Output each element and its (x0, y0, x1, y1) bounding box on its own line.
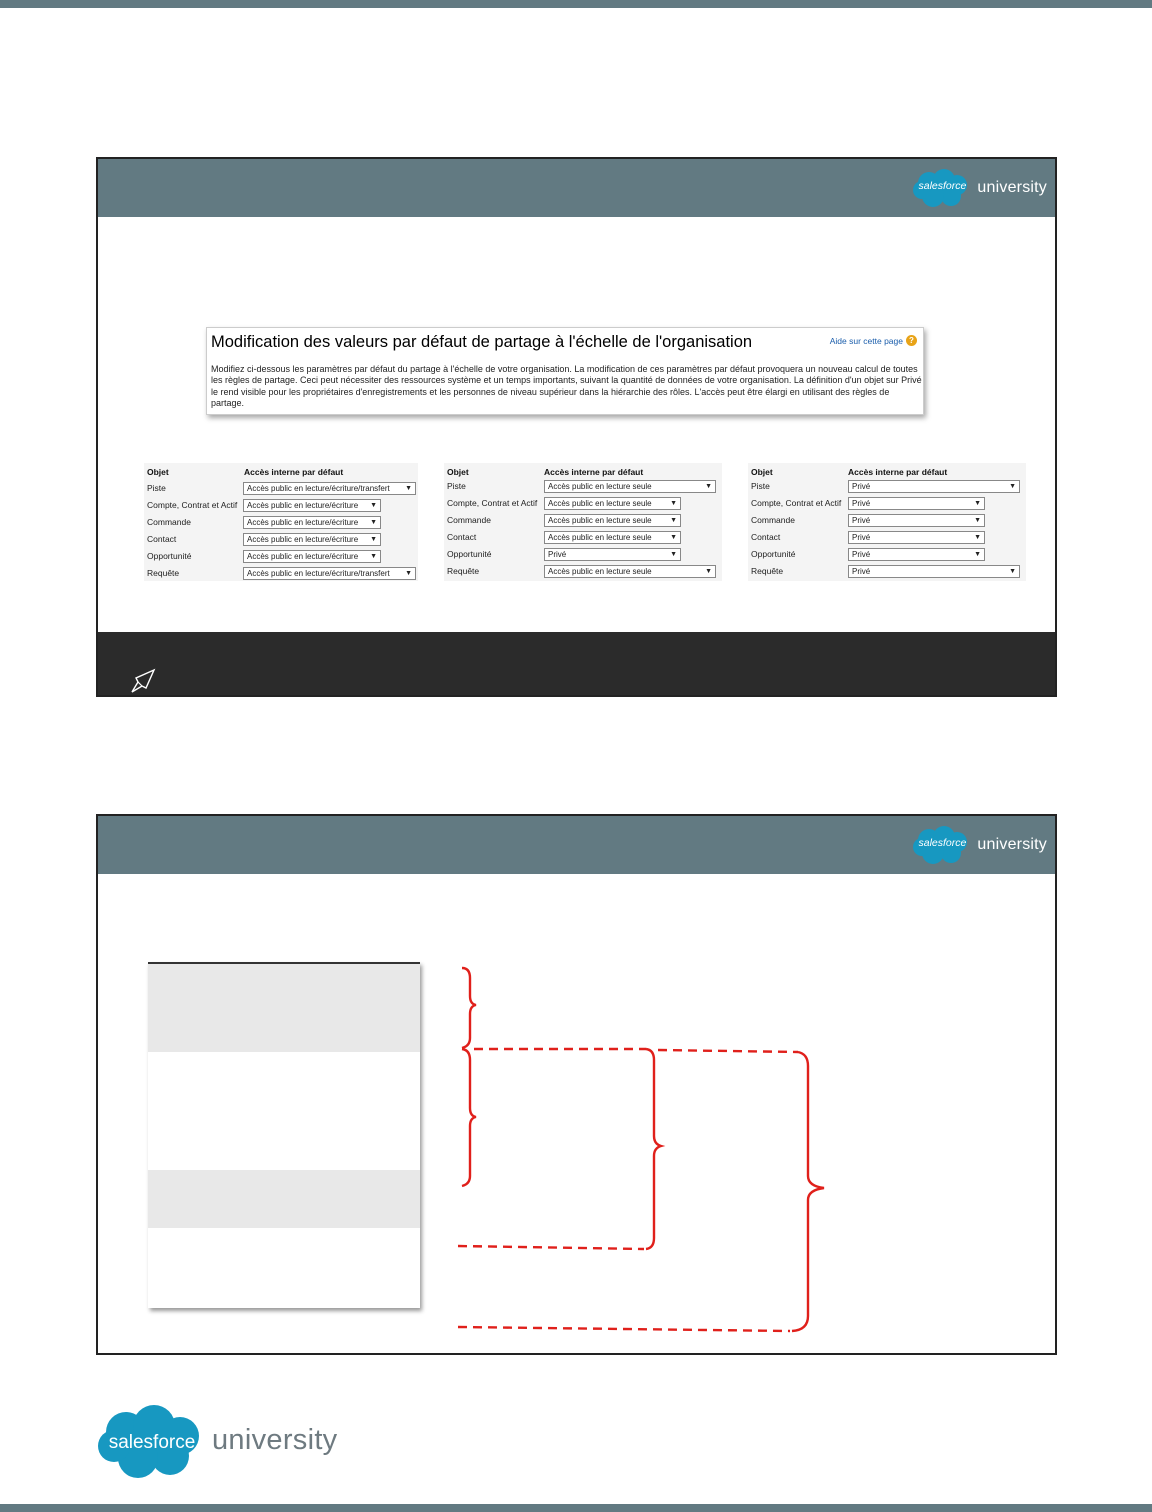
help-link[interactable] (830, 335, 917, 346)
row-label: Piste (147, 483, 166, 493)
row-label: Commande (447, 515, 491, 525)
dropdown-arrow-icon: ▼ (405, 485, 412, 492)
row-label: Piste (751, 481, 770, 491)
table-row (144, 566, 418, 582)
dropdown-arrow-icon: ▼ (705, 568, 712, 575)
cloud-text: salesforce (918, 837, 967, 849)
table-header (444, 465, 722, 479)
row-label: Requête (147, 568, 180, 578)
brace-1 (462, 968, 476, 1048)
table-row (144, 532, 418, 548)
access-select[interactable] (848, 565, 1020, 578)
select-value: Accès public en lecture/écriture (247, 518, 359, 527)
row-label: Compte, Contrat et Actif (751, 498, 842, 508)
access-select[interactable] (848, 548, 985, 561)
access-select[interactable] (243, 567, 416, 580)
row-label: Opportunité (147, 551, 192, 561)
row-label: Requête (447, 566, 480, 576)
row-label: Contact (147, 534, 177, 544)
access-select[interactable] (243, 516, 381, 529)
university-word: university (977, 836, 1047, 853)
red-brackets (98, 816, 1057, 1355)
header-object: Objet (147, 467, 169, 477)
access-select[interactable] (848, 514, 985, 527)
slide-footer (98, 632, 1055, 695)
access-select[interactable] (848, 531, 985, 544)
cloud-text: salesforce (108, 1432, 196, 1453)
table-row (748, 496, 1026, 512)
access-select[interactable] (848, 497, 985, 510)
select-value: Accès public en lecture seule (548, 533, 652, 542)
access-select[interactable] (544, 548, 681, 561)
dropdown-arrow-icon: ▼ (370, 553, 377, 560)
slide-2 (96, 814, 1057, 1355)
table-row (444, 564, 722, 580)
row-label: Commande (751, 515, 795, 525)
select-value: Privé (852, 550, 871, 559)
access-select[interactable] (544, 480, 716, 493)
table-header (144, 465, 418, 479)
select-value: Accès public en lecture seule (548, 482, 652, 491)
dropdown-arrow-icon: ▼ (974, 517, 981, 524)
table-row (748, 547, 1026, 563)
access-select[interactable] (848, 480, 1020, 493)
row-label: Opportunité (447, 549, 492, 559)
select-value: Accès public en lecture seule (548, 567, 652, 576)
dropdown-arrow-icon: ▼ (974, 534, 981, 541)
table-row (144, 498, 418, 514)
header-object: Objet (447, 467, 469, 477)
header-access: Accès interne par défaut (244, 467, 344, 477)
dropdown-arrow-icon: ▼ (370, 519, 377, 526)
row-label: Compte, Contrat et Actif (147, 500, 238, 510)
dash-line-2 (658, 1050, 798, 1052)
table-row (444, 513, 722, 529)
sharing-defaults-dialog (206, 327, 924, 415)
row-label: Contact (751, 532, 781, 542)
help-icon[interactable]: ? (906, 335, 917, 346)
access-select[interactable] (243, 482, 416, 495)
table-row (748, 530, 1026, 546)
row-label: Contact (447, 532, 477, 542)
dash-line-4 (458, 1327, 790, 1331)
access-select[interactable] (544, 565, 716, 578)
select-value: Privé (852, 499, 871, 508)
slide-1 (96, 157, 1057, 697)
row-label: Commande (147, 517, 191, 527)
select-value: Accès public en lecture/écriture/transfert (247, 484, 390, 493)
slide-header (98, 159, 1055, 217)
dropdown-arrow-icon: ▼ (370, 536, 377, 543)
sharing-table-3 (748, 463, 1026, 581)
brace-4 (792, 1052, 824, 1331)
help-link-text[interactable]: Aide sur cette page (829, 335, 903, 346)
bottom-bar (0, 1504, 1152, 1512)
dialog-body: Modifiez ci-dessous les paramètres par défaut du partage à l'échelle de votre organisation. La modification de ces paramètres par défaut provoquera un nouveau calcul de toutes les règles de partage. Ceci peut nécessiter des ressources système et un temps importants, suivant la quantité de données de votre organisation. La définition d'un objet sur Privé le rend visible pour les propriétaires d'enregistrements et les personnes de niveau supérieur dans la hiérarchie des rôles. L'accès peut être élargi en utilisant des règles de partage. (211, 364, 922, 409)
access-select[interactable] (544, 514, 681, 527)
dropdown-arrow-icon: ▼ (670, 500, 677, 507)
dropdown-arrow-icon: ▼ (974, 500, 981, 507)
table-header (748, 465, 1026, 479)
table-row (144, 549, 418, 565)
table-row (748, 564, 1026, 580)
dialog-title: Modification des valeurs par défaut de partage à l'échelle de l'organisation (211, 333, 753, 351)
select-value: Accès public en lecture/écriture (247, 552, 359, 561)
cloud-text: salesforce (918, 180, 967, 192)
brace-3 (646, 1049, 661, 1249)
table-row (444, 496, 722, 512)
select-value: Privé (852, 516, 871, 525)
row-label: Piste (447, 481, 466, 491)
access-select[interactable] (243, 533, 381, 546)
select-value: Accès public en lecture seule (548, 499, 652, 508)
dropdown-arrow-icon: ▼ (670, 551, 677, 558)
university-word: university (212, 1424, 338, 1456)
row-label: Compte, Contrat et Actif (447, 498, 538, 508)
row-label: Requête (751, 566, 784, 576)
dropdown-arrow-icon: ▼ (370, 502, 377, 509)
dropdown-arrow-icon: ▼ (670, 517, 677, 524)
table-row (748, 513, 1026, 529)
top-bar (0, 0, 1152, 8)
select-value: Accès public en lecture/écriture (247, 501, 359, 510)
header-object: Objet (751, 467, 773, 477)
select-value: Accès public en lecture seule (548, 516, 652, 525)
select-value: Privé (548, 550, 567, 559)
dropdown-arrow-icon: ▼ (405, 570, 412, 577)
dropdown-arrow-icon: ▼ (974, 551, 981, 558)
header-access: Accès interne par défaut (848, 467, 948, 477)
dash-line-3 (458, 1246, 644, 1249)
select-value: Accès public en lecture/écriture/transfert (247, 569, 390, 578)
dropdown-arrow-icon: ▼ (1009, 483, 1016, 490)
table-row (144, 481, 418, 497)
table-row (144, 515, 418, 531)
access-select[interactable] (243, 550, 381, 563)
salesforce-university-logo (911, 167, 1047, 209)
dropdown-arrow-icon: ▼ (670, 534, 677, 541)
header-access: Accès interne par défaut (544, 467, 644, 477)
table-row (444, 479, 722, 495)
dropdown-arrow-icon: ▼ (1009, 568, 1016, 575)
rocket-icon (128, 668, 158, 694)
select-value: Privé (852, 567, 871, 576)
table-row (748, 479, 1026, 495)
salesforce-university-bottom-logo (96, 1404, 336, 1484)
table-row (444, 547, 722, 563)
select-value: Privé (852, 533, 871, 542)
access-select[interactable] (243, 499, 381, 512)
dropdown-arrow-icon: ▼ (705, 483, 712, 490)
access-select[interactable] (544, 497, 681, 510)
row-label: Opportunité (751, 549, 796, 559)
salesforce-cloud-icon (911, 167, 973, 209)
select-value: Accès public en lecture/écriture (247, 535, 359, 544)
access-select[interactable] (544, 531, 681, 544)
sharing-table-2 (444, 463, 722, 581)
sharing-table-1 (144, 463, 418, 581)
select-value: Privé (852, 482, 871, 491)
university-word: university (977, 179, 1047, 196)
table-row (444, 530, 722, 546)
brace-2 (462, 1049, 476, 1186)
